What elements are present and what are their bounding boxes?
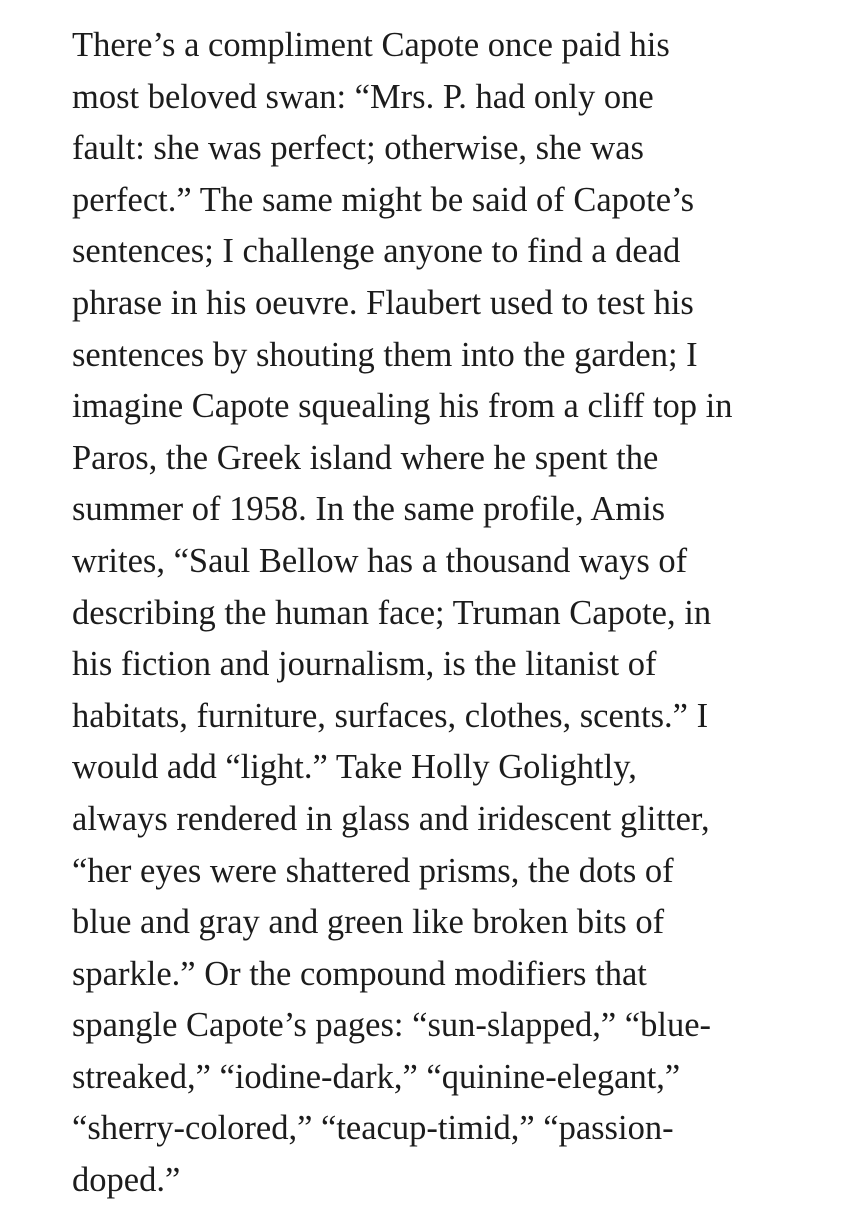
text-line-5: sentences; I challenge anyone to find a dead <box>72 232 681 271</box>
text-line-16: always rendered in glass and iridescent glitter, <box>72 799 710 838</box>
text-line-2: most beloved swan: “Mrs. P. had only one <box>72 77 654 116</box>
text-line-12: describing the human face; Truman Capote, in <box>72 593 712 632</box>
text-line-23: doped.” <box>72 1161 181 1200</box>
text-line-4: perfect.” The same might be said of Capote’s <box>72 180 695 219</box>
text-line-3: fault: she was perfect; otherwise, she was <box>72 129 644 168</box>
text-line-9: Paros, the Greek island where he spent the <box>72 438 659 477</box>
text-line-18: blue and gray and green like broken bits of <box>72 903 665 942</box>
text-line-6: phrase in his oeuvre. Flaubert used to test his <box>72 283 694 322</box>
text-line-22: “sherry-colored,” “teacup-timid,” “passion- <box>72 1109 674 1148</box>
text-line-14: habitats, furniture, surfaces, clothes, scents.” I <box>72 696 709 735</box>
body-paragraph <box>72 20 732 1207</box>
text-line-21: streaked,” “iodine-dark,” “quinine-elegant,” <box>72 1057 681 1096</box>
text-line-19: sparkle.” Or the compound modifiers that <box>72 954 647 993</box>
text-line-17: “her eyes were shattered prisms, the dots of <box>72 851 674 890</box>
text-line-20: spangle Capote’s pages: “sun-slapped,” “blue- <box>72 1006 712 1045</box>
text-line-8: imagine Capote squealing his from a cliff top in <box>72 387 733 426</box>
text-line-1: There’s a compliment Capote once paid his <box>72 26 670 64</box>
text-line-13: his fiction and journalism, is the litanist of <box>72 645 657 684</box>
text-line-15: would add “light.” Take Holly Golightly, <box>72 748 637 787</box>
text-line-10: summer of 1958. In the same profile, Amis <box>72 490 666 529</box>
text-line-7: sentences by shouting them into the garden; I <box>72 335 698 374</box>
text-line-11: writes, “Saul Bellow has a thousand ways of <box>72 541 688 580</box>
